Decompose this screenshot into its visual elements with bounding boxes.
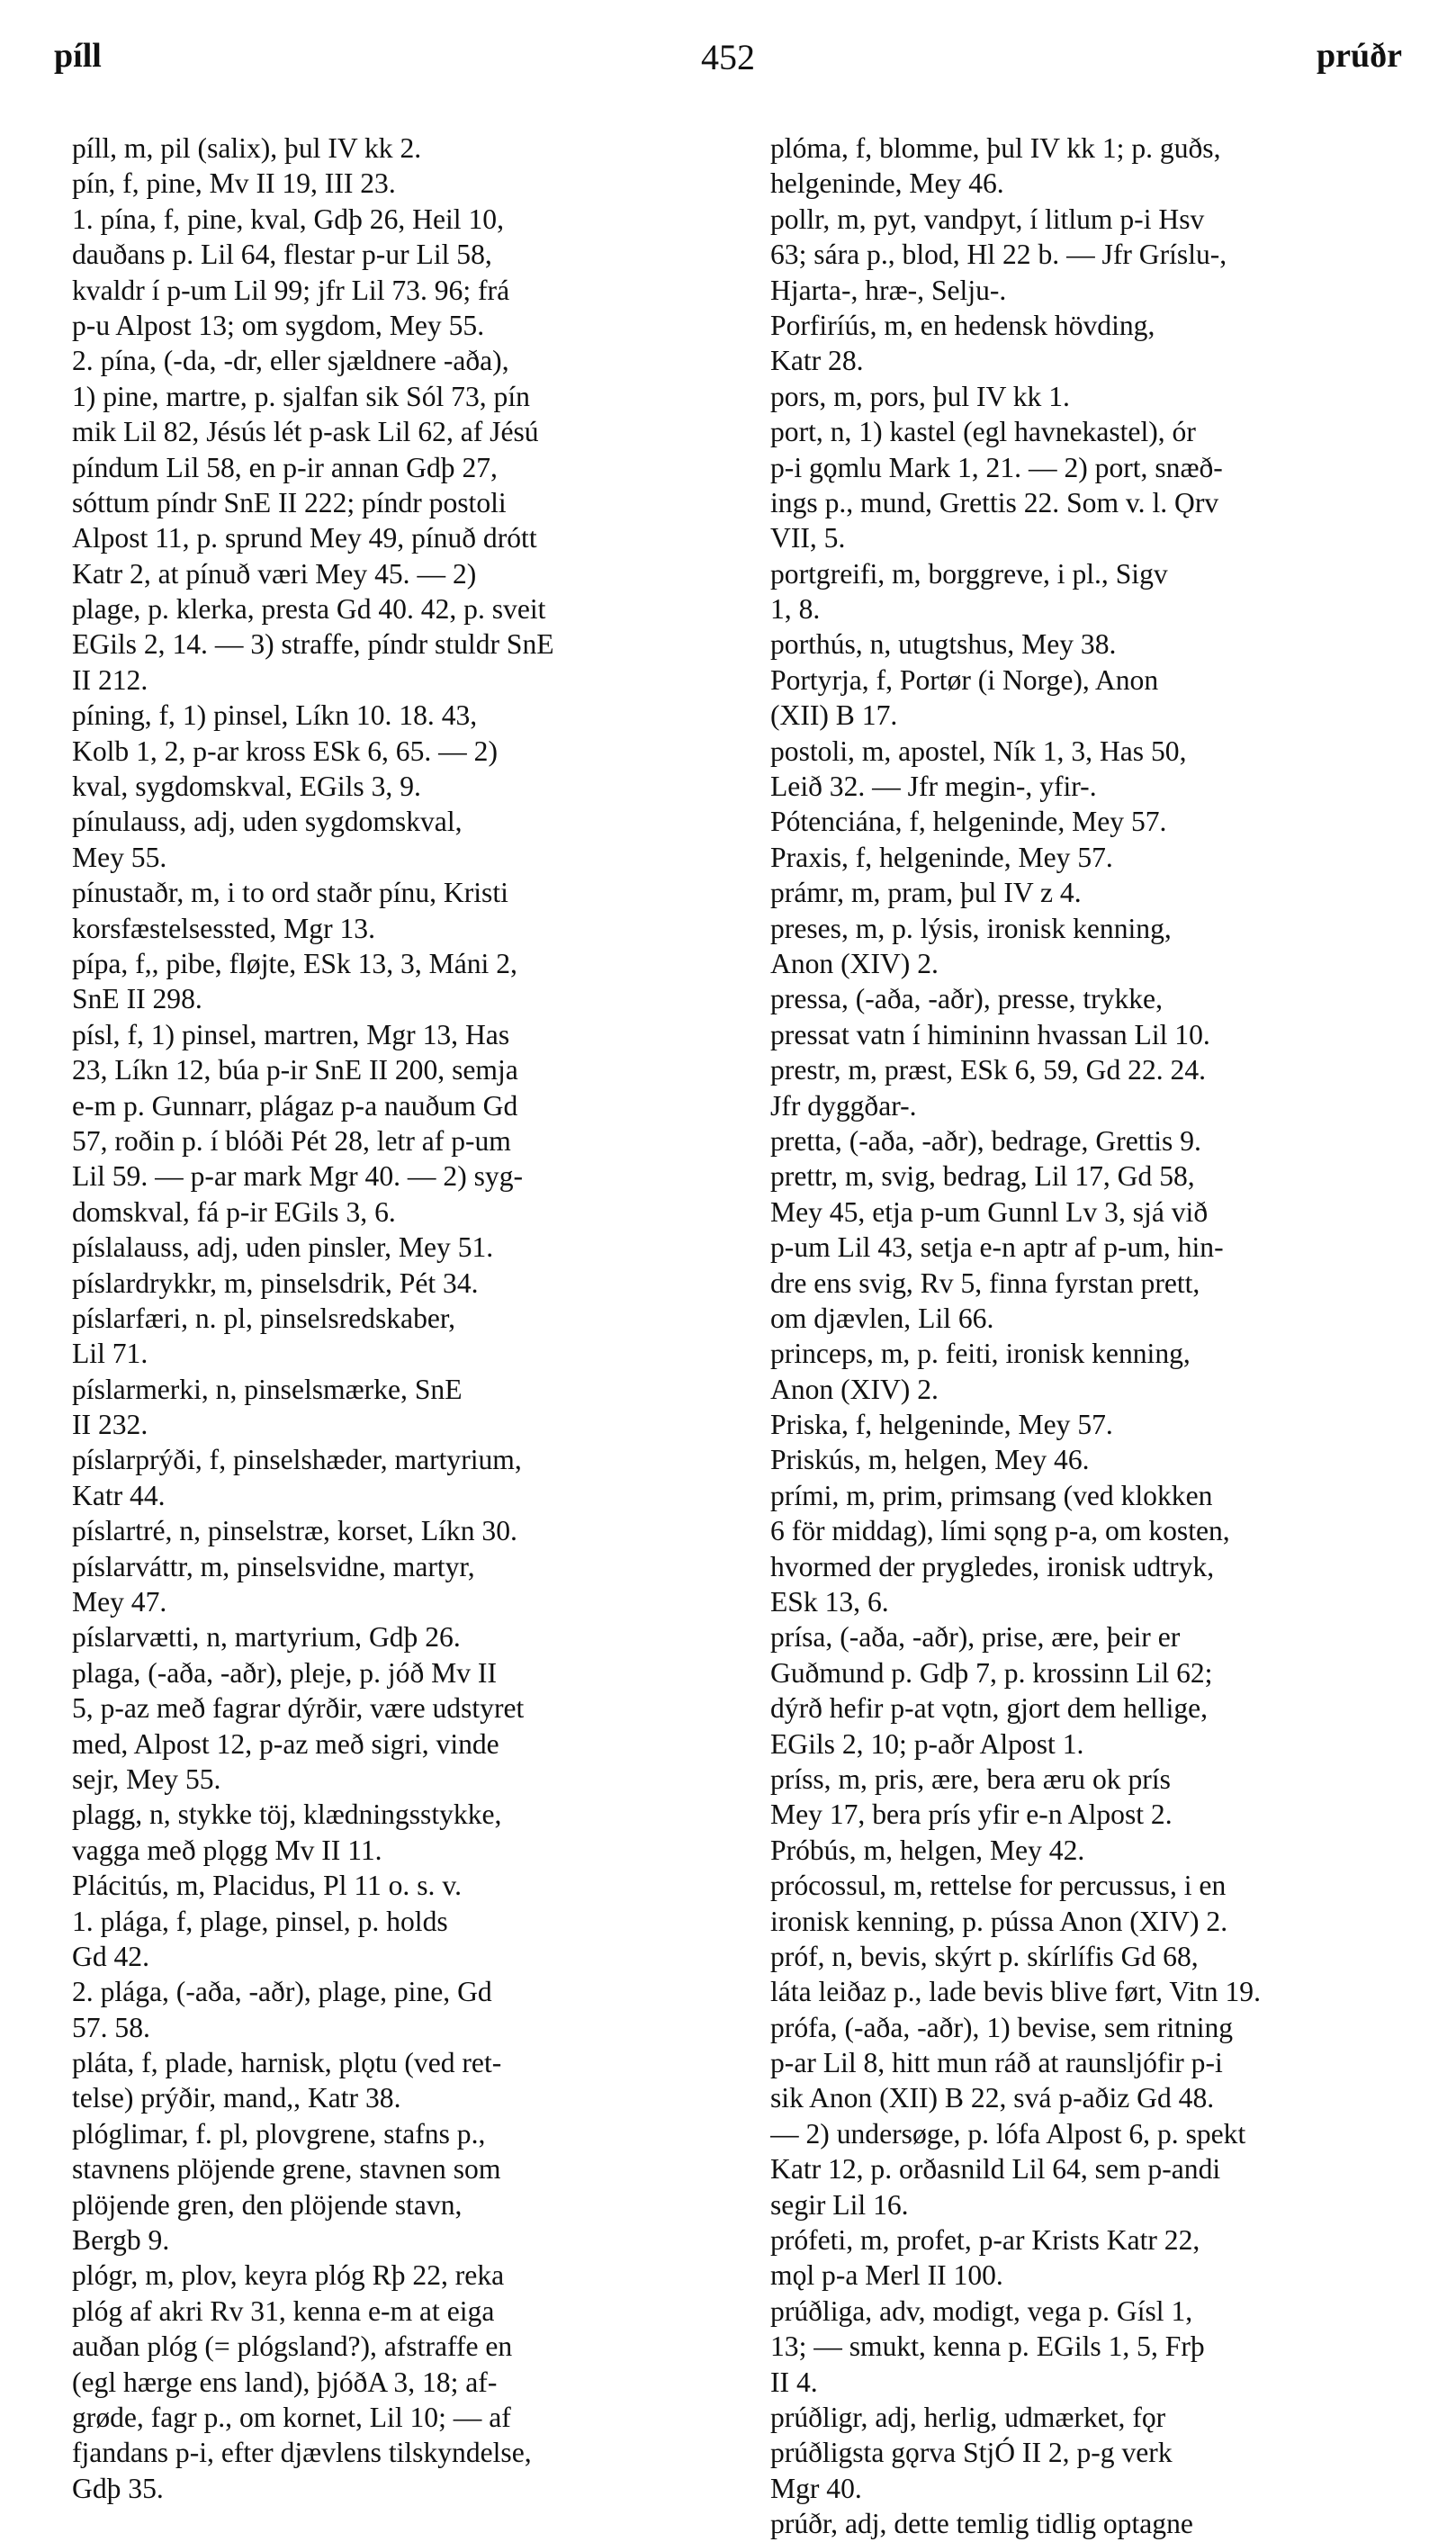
text-line: píslarprýði, f, pinselshæder, martyrium, <box>72 1444 522 1476</box>
text-line: Katr 12, p. orðasnild Lil 64, sem p-andi <box>770 2153 1221 2186</box>
text-line: Katr 2, at pínuð væri Mey 45. — 2) <box>72 557 477 590</box>
text-line: kval, sygdomskval, EGils 3, 9. <box>72 771 421 803</box>
text-line: p-ar Lil 8, hitt mun ráð at raunsljófir p-i <box>770 2047 1223 2079</box>
text-line: Porfiríús, m, en hedensk hövding, <box>770 309 1155 341</box>
text-line: Anon (XIV) 2. <box>770 1373 939 1405</box>
text-line: Gd 42. <box>72 1940 150 1972</box>
text-line: plóglimar, f. pl, plovgrene, stafns p., <box>72 2117 486 2150</box>
text-line: ings p., mund, Grettis 22. Som v. l. Ǫrv <box>770 486 1219 518</box>
text-line: 57, roðin p. í blóði Pét 28, letr af p-um <box>72 1124 511 1157</box>
text-line: ESk 13, 6. <box>770 1586 889 1618</box>
text-line: Kolb 1, 2, p-ar kross ESk 6, 65. — 2) <box>72 735 498 767</box>
text-line: píslarváttr, m, pinselsvidne, martyr, <box>72 1550 475 1582</box>
text-line: prísa, (-aða, -aðr), prise, ære, þeir er <box>770 1621 1181 1654</box>
text-line: próf, n, bevis, skýrt p. skírlífis Gd 68, <box>770 1940 1199 1972</box>
text-line: pípa, f,, pibe, fløjte, ESk 13, 3, Máni 2, <box>72 947 517 979</box>
text-line: kvaldr í p-um Lil 99; jfr Lil 73. 96; frá <box>72 274 510 306</box>
text-line: príss, m, pris, ære, bera æru ok prís <box>770 1762 1171 1795</box>
text-line: sejr, Mey 55. <box>72 1762 221 1795</box>
page-number: 452 <box>701 37 755 77</box>
text-line: grøde, fagr p., om kornet, Lil 10; — af <box>72 2402 511 2433</box>
text-line: pláta, f, plade, harnisk, plǫtu (ved ret- <box>72 2047 502 2079</box>
text-line: pressat vatn í himininn hvassan Lil 10. <box>770 1018 1210 1050</box>
text-line: II 212. <box>72 663 148 696</box>
text-line: pretta, (-aða, -aðr), bedrage, Grettis 9. <box>770 1124 1201 1157</box>
text-line: prúðr, adj, dette temlig tidlig optagne <box>770 2508 1193 2540</box>
text-line: 6 för middag), lími sǫng p-a, om kosten, <box>770 1515 1230 1547</box>
right-column <box>770 131 1411 2542</box>
text-line: portgreifi, m, borggreve, i pl., Sigv <box>770 557 1168 590</box>
text-line: prófa, (-aða, -aðr), 1) bevise, sem ritning <box>770 2011 1234 2043</box>
text-line: prúðligsta gǫrva StjÓ II 2, p-g verk <box>770 2437 1173 2469</box>
text-line: med, Alpost 12, p-az með sigri, vinde <box>72 1727 499 1760</box>
text-line: plaga, (-aða, -aðr), pleje, p. jóð Mv II <box>72 1656 497 1689</box>
text-line: 57. 58. <box>72 2011 150 2043</box>
text-line: Portyrja, f, Portør (i Norge), Anon <box>770 663 1159 696</box>
text-line: pínulauss, adj, uden sygdomskval, <box>72 806 463 838</box>
text-line: hvormed der prygledes, ironisk udtryk, <box>770 1550 1215 1582</box>
text-line: 2. pína, (-da, -dr, eller sjældnere -aða), <box>72 345 509 377</box>
text-line: e-m p. Gunnarr, plágaz p-a nauðum Gd <box>72 1089 518 1122</box>
text-line: prámr, m, pram, þul IV z 4. <box>770 877 1082 909</box>
text-line: p-i gǫmlu Mark 1, 21. — 2) port, snæð- <box>770 451 1223 483</box>
text-line: domskval, fá p-ir EGils 3, 6. <box>72 1195 396 1228</box>
text-line: pín, f, pine, Mv II 19, III 23. <box>72 167 396 200</box>
text-line: pors, m, pors, þul IV kk 1. <box>770 380 1070 412</box>
text-line: VII, 5. <box>770 522 846 554</box>
text-line: píslalauss, adj, uden pinsler, Mey 51. <box>72 1231 494 1264</box>
text-line: II 232. <box>72 1409 148 1441</box>
text-line: helgeninde, Mey 46. <box>770 167 1004 200</box>
text-line: 1. plága, f, plage, pinsel, p. holds <box>72 1905 448 1937</box>
text-line: 1, 8. <box>770 593 821 626</box>
text-line: fjandans p-i, efter djævlens tilskyndelse, <box>72 2437 532 2469</box>
text-line: prettr, m, svig, bedrag, Lil 17, Gd 58, <box>770 1160 1195 1193</box>
text-line: píll, m, pil (salix), þul IV kk 2. <box>72 132 422 164</box>
text-line: dauðans p. Lil 64, flestar p-ur Lil 58, <box>72 239 492 271</box>
text-line: (XII) B 17. <box>770 699 898 732</box>
text-line: sik Anon (XII) B 22, svá p-aðiz Gd 48. <box>770 2082 1215 2114</box>
text-line: stavnens plöjende grene, stavnen som <box>72 2153 501 2186</box>
text-line: Jfr dyggðar-. <box>770 1089 917 1122</box>
text-line: korsfæstelsessted, Mgr 13. <box>72 912 375 944</box>
text-line: p-um Lil 43, setja e-n aptr af p-um, hin- <box>770 1231 1224 1264</box>
text-line: mik Lil 82, Jésús lét p-ask Lil 62, af Jésú <box>72 416 539 448</box>
text-line: píslartré, n, pinselstræ, korset, Líkn 30. <box>72 1515 517 1547</box>
text-line: telse) prýðir, mand,, Katr 38. <box>72 2082 401 2114</box>
text-line: Plácitús, m, Placidus, Pl 11 o. s. v. <box>72 1870 462 1902</box>
running-head-right: prúðr <box>1317 37 1402 75</box>
text-line: port, n, 1) kastel (egl havnekastel), ór <box>770 416 1196 448</box>
text-line: Lil 71. <box>72 1338 148 1370</box>
text-line: 2. plága, (-aða, -aðr), plage, pine, Gd <box>72 1976 492 2008</box>
running-head-left: píll <box>54 37 102 75</box>
text-line: plóma, f, blomme, þul IV kk 1; p. guðs, <box>770 132 1221 164</box>
text-line: pollr, m, pyt, vandpyt, í litlum p-i Hsv <box>770 203 1205 235</box>
text-line: dre ens svig, Rv 5, finna fyrstan prett, <box>770 1266 1200 1299</box>
text-line: pínustaðr, m, i to ord staðr pínu, Kristi <box>72 877 508 909</box>
text-line: Alpost 11, p. sprund Mey 49, pínuð drótt <box>72 522 537 554</box>
text-line: láta leiðaz p., lade bevis blive ført, Vitn 19. <box>770 1976 1261 2008</box>
text-line: Mey 45, etja p-um Gunnl Lv 3, sjá við <box>770 1195 1209 1228</box>
text-line: 63; sára p., blod, Hl 22 b. — Jfr Gríslu-, <box>770 239 1227 271</box>
text-line: — 2) undersøge, p. lófa Alpost 6, p. spekt <box>770 2117 1246 2150</box>
text-line: píslardrykkr, m, pinselsdrik, Pét 34. <box>72 1266 479 1299</box>
text-line: plógr, m, plov, keyra plóg Rþ 22, reka <box>72 2259 505 2292</box>
text-line: II 4. <box>770 2366 818 2398</box>
text-line: píning, f, 1) pinsel, Líkn 10. 18. 43, <box>72 699 478 732</box>
text-line: Priskús, m, helgen, Mey 46. <box>770 1444 1090 1476</box>
text-line: Katr 44. <box>72 1479 166 1511</box>
text-line: princeps, m, p. feiti, ironisk kenning, <box>770 1338 1191 1370</box>
text-line: 1. pína, f, pine, kval, Gdþ 26, Heil 10, <box>72 203 504 235</box>
text-line: písl, f, 1) pinsel, martren, Mgr 13, Has <box>72 1018 510 1050</box>
text-line: om djævlen, Lil 66. <box>770 1302 994 1334</box>
text-line: Priska, f, helgeninde, Mey 57. <box>770 1409 1113 1441</box>
text-line: Pótenciána, f, helgeninde, Mey 57. <box>770 806 1167 838</box>
text-line: Leið 32. — Jfr megin-, yfir-. <box>770 771 1097 803</box>
text-line: postoli, m, apostel, Ník 1, 3, Has 50, <box>770 735 1187 767</box>
text-line: Próbús, m, helgen, Mey 42. <box>770 1834 1085 1866</box>
text-line: plagg, n, stykke töj, klædningsstykke, <box>72 1798 502 1831</box>
text-line: mǫl p-a Merl II 100. <box>770 2259 1003 2292</box>
text-line: prócossul, m, rettelse for percussus, i en <box>770 1870 1227 1902</box>
text-line: píslarvætti, n, martyrium, Gdþ 26. <box>72 1621 461 1654</box>
text-line: Mey 47. <box>72 1586 167 1618</box>
text-line: prestr, m, præst, ESk 6, 59, Gd 22. 24. <box>770 1054 1207 1086</box>
text-line: 23, Líkn 12, búa p-ir SnE II 200, semja <box>72 1054 518 1086</box>
text-line: plage, p. klerka, presta Gd 40. 42, p. sveit <box>72 593 546 626</box>
text-line: 5, p-az með fagrar dýrðir, være udstyret <box>72 1692 525 1725</box>
text-line: Lil 59. — p-ar mark Mgr 40. — 2) syg- <box>72 1160 524 1193</box>
text-line: prúðliga, adv, modigt, vega p. Gísl 1, <box>770 2294 1193 2327</box>
text-line: píslarfæri, n. pl, pinselsredskaber, <box>72 1302 456 1334</box>
text-line: Mgr 40. <box>770 2472 862 2504</box>
text-line: prúðligr, adj, herlig, udmærket, fǫr <box>770 2402 1166 2433</box>
text-line: (egl hærge ens land), þjóðA 3, 18; af- <box>72 2366 498 2398</box>
text-line: Guðmund p. Gdþ 7, p. krossinn Lil 62; <box>770 1656 1213 1689</box>
text-line: Bergb 9. <box>72 2224 170 2257</box>
text-line: ironisk kenning, p. pússa Anon (XIV) 2. <box>770 1905 1228 1937</box>
text-line: píslarmerki, n, pinselsmærke, SnE <box>72 1373 463 1405</box>
text-line: sóttum píndr SnE II 222; píndr postoli <box>72 486 507 518</box>
text-line: Katr 28. <box>770 345 864 377</box>
text-line: pressa, (-aða, -aðr), presse, trykke, <box>770 983 1163 1015</box>
text-line: vagga með plǫgg Mv II 11. <box>72 1834 382 1866</box>
text-line: EGils 2, 10; p-aðr Alpost 1. <box>770 1727 1084 1760</box>
text-line: Hjarta-, hræ-, Selju-. <box>770 274 1007 306</box>
text-line: Praxis, f, helgeninde, Mey 57. <box>770 841 1113 873</box>
text-line: EGils 2, 14. — 3) straffe, píndr stuldr SnE <box>72 628 554 661</box>
text-line: Gdþ 35. <box>72 2472 164 2504</box>
text-line: Mey 17, bera prís yfir e-n Alpost 2. <box>770 1798 1173 1831</box>
text-line: segir Lil 16. <box>770 2188 909 2221</box>
text-line: preses, m, p. lýsis, ironisk kenning, <box>770 912 1172 944</box>
text-line: 13; — smukt, kenna p. EGils 1, 5, Frþ <box>770 2330 1205 2363</box>
text-line: p-u Alpost 13; om sygdom, Mey 55. <box>72 309 485 341</box>
text-line: 1) pine, martre, p. sjalfan sik Sól 73, pín <box>72 380 530 412</box>
text-line: plóg af akri Rv 31, kenna e-m at eiga <box>72 2294 495 2327</box>
text-line: Mey 55. <box>72 841 167 873</box>
text-line: píndum Lil 58, en p-ir annan Gdþ 27, <box>72 451 498 483</box>
text-line: SnE II 298. <box>72 983 202 1015</box>
text-line: Anon (XIV) 2. <box>770 947 939 979</box>
text-line: dýrð hefir p-at vǫtn, gjort dem hellige, <box>770 1692 1209 1725</box>
text-line: porthús, n, utugtshus, Mey 38. <box>770 628 1117 661</box>
text-line: auðan plóg (= plógsland?), afstraffe en <box>72 2330 513 2363</box>
text-line: prími, m, prim, primsang (ved klokken <box>770 1479 1213 1511</box>
text-line: prófeti, m, profet, p-ar Krists Katr 22, <box>770 2224 1200 2257</box>
left-column <box>72 131 713 2506</box>
page-header <box>54 36 1402 90</box>
text-line: plöjende gren, den plöjende stavn, <box>72 2188 463 2221</box>
